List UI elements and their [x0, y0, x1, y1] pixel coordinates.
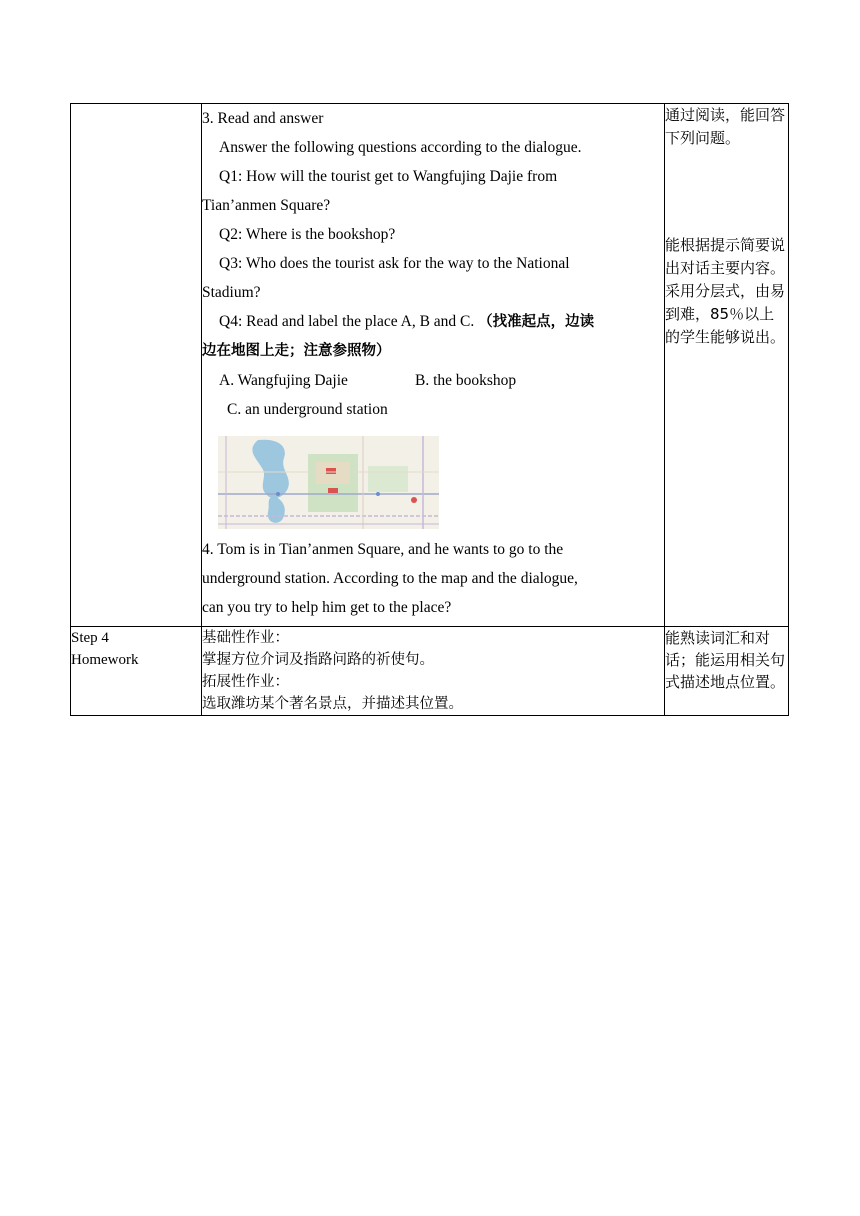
- question-4-hint-continued: 边在地图上走；注意参照物）: [202, 343, 391, 359]
- option-b: B. the bookshop: [415, 372, 517, 389]
- question-3-continued: Stadium?: [202, 284, 261, 301]
- table-row: [71, 104, 789, 627]
- homework-extended-text: 选取潍坊某个著名景点，并描述其位置。: [202, 696, 463, 712]
- homework-basic-text: 掌握方位介词及指路问路的祈使句。: [202, 652, 434, 668]
- task-4-line-1: 4. Tom is in Tian’anmen Square, and he wants to go to the: [202, 541, 564, 558]
- step-cell-empty: [71, 104, 202, 627]
- homework-extended-label: 拓展性作业：: [202, 674, 289, 690]
- question-3: Q3: Who does the tourist ask for the way to the National: [219, 255, 570, 272]
- homework-cell: [202, 627, 665, 716]
- task-4-line-2: underground station. According to the map and the dialogue,: [202, 570, 578, 587]
- activity-cell: [202, 104, 665, 627]
- option-a: A. Wangfujing Dajie: [219, 372, 348, 389]
- question-4-hint: （找准起点，边读: [478, 314, 595, 330]
- option-c: C. an underground station: [227, 401, 388, 418]
- lesson-plan-table: [70, 103, 789, 716]
- goal-text-1: 通过阅读，能回答下列问题。: [665, 106, 786, 147]
- section-title: 3. Read and answer: [202, 110, 324, 127]
- goal-text-2: 能根据提示简要说出对话主要内容。采用分层式，由易到难，85％以上的学生能够说出。: [665, 236, 786, 346]
- question-1-continued: Tian’anmen Square?: [202, 197, 331, 214]
- step-cell: [71, 627, 202, 716]
- homework-goal-cell: [665, 627, 789, 716]
- map-image: [218, 436, 439, 529]
- homework-basic-label: 基础性作业：: [202, 630, 289, 646]
- options-row: [202, 366, 664, 395]
- homework-goal-text: 能熟读词汇和对话；能运用相关句式描述地点位置。: [665, 629, 786, 691]
- question-2: Q2: Where is the bookshop?: [219, 226, 396, 243]
- step-name: Homework: [71, 652, 139, 668]
- instruction-text: Answer the following questions according to the dialogue.: [219, 139, 582, 156]
- goal-cell: [665, 104, 789, 627]
- task-4-line-3: can you try to help him get to the place?: [202, 599, 452, 616]
- question-4: [202, 307, 664, 337]
- question-1: Q1: How will the tourist get to Wangfujing Dajie from: [219, 168, 558, 185]
- table-row: [71, 627, 789, 716]
- step-label: Step 4: [71, 630, 109, 646]
- question-4-english: Q4: Read and label the place A, B and C.: [219, 313, 475, 330]
